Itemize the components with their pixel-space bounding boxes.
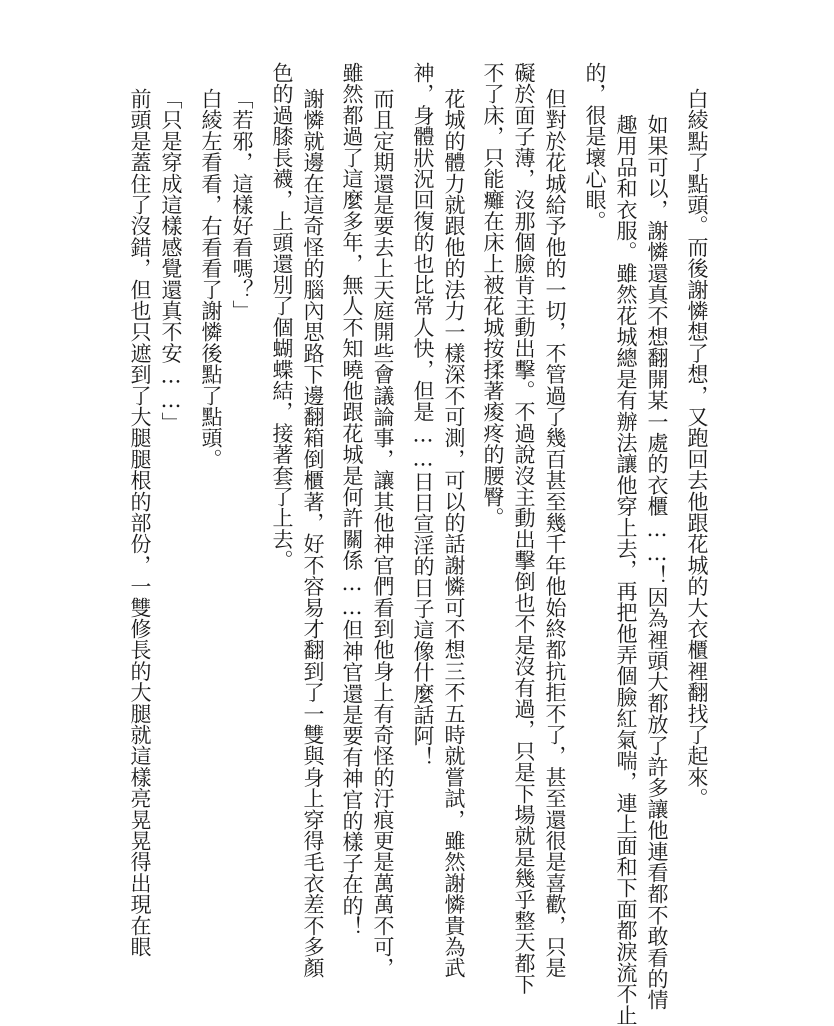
text-column-16: 「只是穿成這樣感覺還真不安……」 [159, 88, 183, 434]
text-column-9: 神，身體狀況回復的也比常人快，但是……日日宣淫的日子這像什麼話阿！ [411, 62, 435, 768]
text-column-1: 白綾點了點頭。而後謝憐想了想，又跑回去他跟花城的大衣櫃裡翻找了起來。 [685, 88, 709, 809]
text-column-4: 的，很是壞心眼。 [583, 62, 607, 232]
text-column-17: 前頭是蓋住了沒錯，但也只遮到了大腿腿根的部份，一雙修長的大腿就這樣亮晃晃得出現在眼 [128, 88, 152, 958]
text-column-13: 色的過膝長襪，上頭還別了個蝴蝶結，接著套了上去。 [270, 62, 294, 571]
text-column-7: 不了床，只能癱在床上被花城按揉著痠疼的腰臀。 [481, 62, 505, 529]
text-column-11: 雖然都過了這麼多年，無人不知曉他跟花城是何許關係……但神官還是要有神官的樣子在的！ [340, 62, 364, 938]
text-column-15: 白綾左看看，右看看了謝憐後點了點頭。 [199, 88, 223, 470]
text-column-5: 但對於花城給予他的一切，不管過了幾百甚至幾千年他始終都抗拒不了，甚至還很是喜歡，只是 [543, 88, 567, 979]
text-column-8: 花城的體力就跟他的法力一樣深不可測，可以的話謝憐可不想三不五時就嘗試，雖然謝憐貴為武 [442, 88, 466, 979]
text-column-3: 趣用品和衣服。雖然花城總是有辦法讓他穿上去，再把他弄個臉紅氣喘，連上面和下面都淚流不止 [614, 114, 638, 1026]
text-column-14: 「若邪，這樣好看嗎？」 [230, 88, 254, 322]
text-column-6: 礙於面子薄，沒那個臉肯主動出擊。不過說沒主動出擊倒也不是沒有過，只是下場就是幾乎整天都下 [512, 62, 536, 995]
text-column-2: 如果可以，謝憐還真不想翻開某一處的衣櫃……！因為裡頭大都放了許多讓他連看都不敢看的情 [645, 114, 669, 1011]
text-column-10: 而且定期還是要去上天庭開些會議論事，讓其他神官們看到他身上有奇怪的汙痕更是萬萬不可， [371, 88, 395, 979]
text-column-12: 謝憐就邊在這奇怪的腦內思路下邊翻箱倒櫃著，好不容易才翻到了一雙與身上穿得毛衣差不多顏 [301, 88, 325, 979]
